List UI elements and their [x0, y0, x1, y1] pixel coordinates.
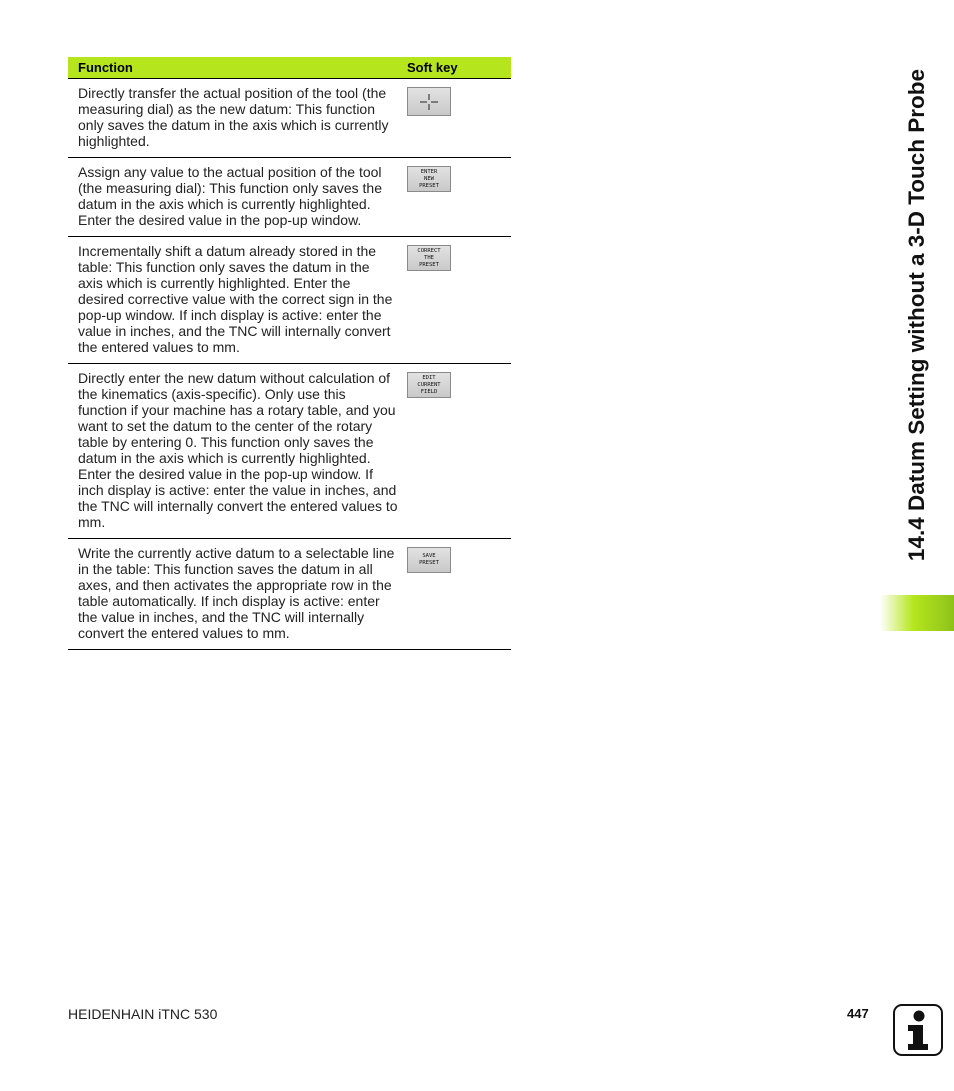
enter-new-preset-softkey[interactable]: ENTER NEW PRESET	[407, 166, 451, 192]
table-header	[68, 57, 511, 79]
actual-position-softkey[interactable]	[407, 87, 451, 116]
row-description: Directly enter the new datum without calculation of the kinematics (axis-specific). Only use this function if your machine has a rotary table, and you want to set the datum to the center of the rotary table by entering 0. This function only saves the datum in the axis which is currently highlighted. Enter the desired value in the pop-up window. If inch display is active: enter the value in inches, and the TNC will internally convert the entered values to mm.	[78, 370, 398, 530]
header-function: Function	[78, 60, 133, 75]
save-preset-softkey[interactable]: SAVE PRESET	[407, 547, 451, 573]
chapter-sidebar	[880, 10, 954, 620]
row-description: Write the currently active datum to a selectable line in the table: This function saves the datum in all axes, and then activates the appropriate row in the table automatically. If inch display is active: enter the value in inches, and the TNC will internally convert the entered values to mm.	[78, 545, 395, 641]
table-row	[68, 237, 511, 364]
table-row	[68, 158, 511, 237]
row-description: Directly transfer the actual position of the tool (the measuring dial) as the new datum: This function only saves the datum in the axis which is currently highlighted.	[78, 85, 389, 149]
table-row	[68, 79, 511, 158]
row-description: Assign any value to the actual position of the tool (the measuring dial): This function only saves the datum in the axis which is currently highlighted. Enter the desired value in the pop-up window.	[78, 164, 383, 228]
edit-current-field-softkey[interactable]: EDIT CURRENT FIELD	[407, 372, 451, 398]
correct-the-preset-softkey[interactable]: CORRECT THE PRESET	[407, 245, 451, 271]
crosshair-icon	[417, 92, 441, 112]
table-row	[68, 364, 511, 539]
function-table	[68, 57, 511, 650]
chapter-title: 14.4 Datum Setting without a 3-D Touch Probe	[904, 68, 929, 562]
page-number: 447	[847, 1006, 869, 1021]
header-softkey: Soft key	[407, 60, 458, 75]
row-description: Incrementally shift a datum already stored in the table: This function only saves the datum in the axis which is currently highlighted. Enter the desired corrective value with the correct sign in the pop-up window. If inch display is active: enter the value in inches, and the TNC will internally convert the entered values to mm.	[78, 243, 393, 355]
table-row	[68, 539, 511, 650]
chapter-tab-marker	[880, 595, 954, 631]
footer-product: HEIDENHAIN iTNC 530	[68, 1006, 218, 1022]
info-icon	[893, 1004, 943, 1056]
